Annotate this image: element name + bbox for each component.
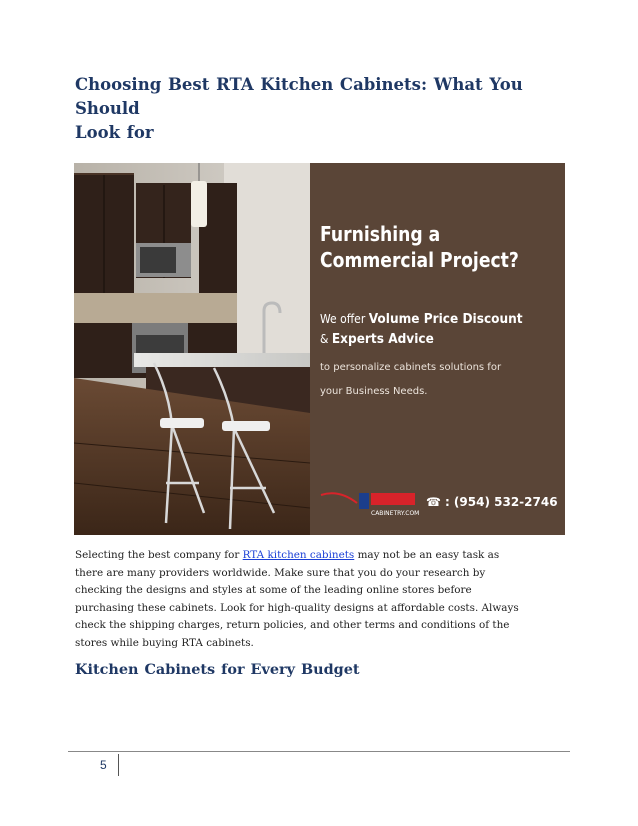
banner-offer-discount: Volume Price Discount [368, 311, 523, 327]
paragraph-line-1-after: may not be an easy task as [354, 549, 500, 561]
banner-offer-amp: & [320, 332, 332, 346]
banner-headline-line-2: Commercial Project? [320, 248, 519, 272]
paragraph-line-2: there are many providers worldwide. Make sure that you do your research by [75, 566, 486, 579]
banner-headline-line-1: Furnishing a [320, 222, 441, 246]
banner-subtext [320, 356, 560, 404]
paragraph-line-3: checking the designs and styles at some of the leading online stores before [75, 584, 472, 597]
banner-headline [320, 221, 526, 273]
paragraph-line-5: check the shipping charges, return policies, and other terms and conditions of the [75, 619, 510, 632]
page-number: 5 [100, 758, 107, 772]
banner-subtext-line-1: to personalize cabinets solutions for [320, 362, 502, 373]
section-heading: Kitchen Cabinets for Every Budget [75, 661, 360, 678]
banner-text-panel [310, 163, 565, 535]
title-line-2: Look for [75, 123, 154, 142]
paragraph-line-4: purchasing these cabinets. Look for high-quality designs at affordable costs. Always [75, 601, 519, 614]
banner-subtext-line-2: your Business Needs. [320, 386, 428, 397]
kitchen-photo [74, 163, 310, 535]
logo-text: CABINETRY.COM [371, 510, 420, 517]
phone-text: : (954) 532-2746 [444, 495, 558, 509]
banner-offer [320, 309, 541, 349]
page-number-separator [118, 754, 119, 776]
phone-icon: ☎ [426, 495, 441, 509]
paragraph-line-1-before: Selecting the best company for [75, 549, 243, 561]
title-line-1: Choosing Best RTA Kitchen Cabinets: What You Should [75, 75, 523, 118]
banner-contact-bar [310, 483, 565, 523]
page-title [75, 73, 570, 145]
cabinetry-logo [319, 487, 429, 519]
promo-banner-image [74, 163, 565, 535]
phone-number [426, 495, 558, 509]
rta-kitchen-cabinets-link[interactable]: RTA kitchen cabinets [242, 549, 355, 561]
footer-divider [68, 751, 570, 752]
paragraph-line-6: stores while buying RTA cabinets. [75, 636, 254, 649]
banner-offer-advice: Experts Advice [331, 331, 434, 347]
paragraph-line-1 [75, 547, 565, 565]
banner-offer-prefix: We offer [320, 312, 369, 326]
body-paragraph [75, 547, 565, 653]
